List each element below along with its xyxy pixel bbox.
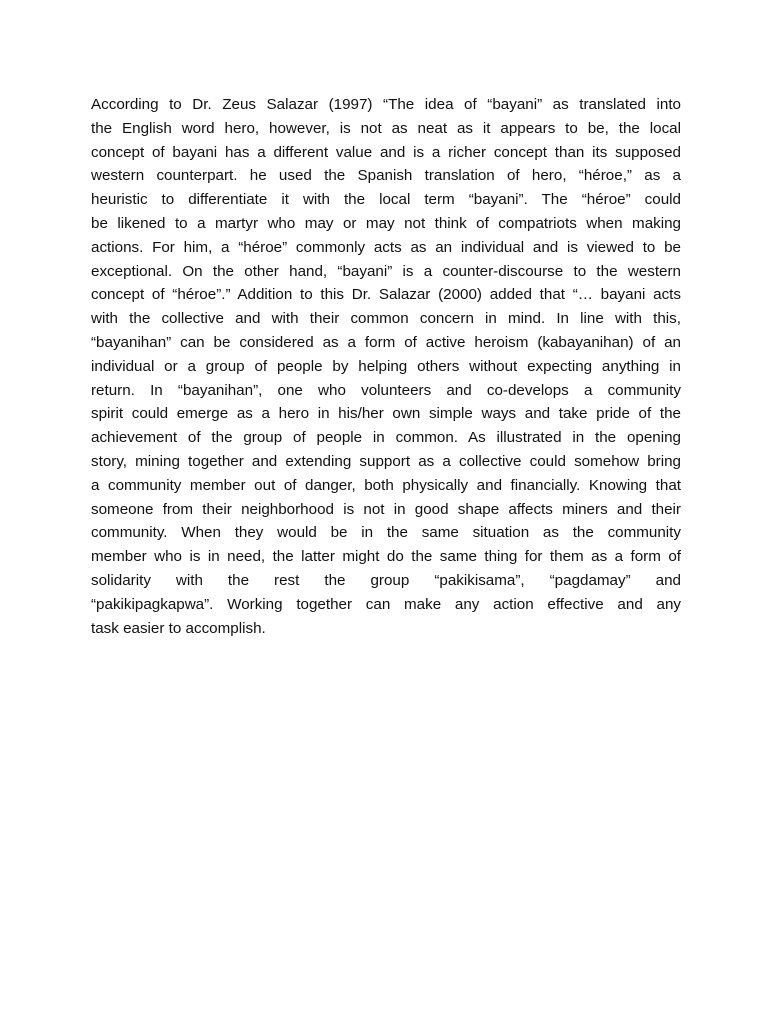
text-line-11: “bayanihan” can be considered as a form of active heroism (kabayanihan) of an (91, 333, 681, 351)
text-line-7: actions. For him, a “héroe” commonly acts as an individual and is viewed to be (91, 238, 681, 256)
text-line-21: solidarity with the rest the group “pakikisama”, “pagdamay” and (91, 571, 681, 589)
text-line-14: spirit could emerge as a hero in his/her own simple ways and take pride of the (91, 405, 681, 423)
text-line-17: a community member out of danger, both physically and financially. Knowing that (91, 476, 681, 494)
text-line-9: concept of “héroe”.” Addition to this Dr. Salazar (2000) added that “… bayani acts (91, 286, 681, 304)
text-line-15: achievement of the group of people in common. As illustrated in the opening (91, 429, 681, 447)
text-line-2: the English word hero, however, is not as neat as it appears to be, the local (91, 119, 681, 137)
text-line-12: individual or a group of people by helping others without expecting anything in (91, 357, 681, 375)
text-line-18: someone from their neighborhood is not in good shape affects miners and their (91, 500, 681, 518)
text-line-22: “pakikipagkapwa”. Working together can make any action effective and any (91, 595, 681, 613)
text-line-20: member who is in need, the latter might do the same thing for them as a form of (91, 548, 681, 566)
text-line-23: task easier to accomplish. (91, 619, 266, 637)
text-line-16: story, mining together and extending support as a collective could somehow bring (91, 452, 681, 470)
text-line-10: with the collective and with their common concern in mind. In line with this, (91, 310, 681, 328)
text-line-1: According to Dr. Zeus Salazar (1997) “The idea of “bayani” as translated into (91, 96, 681, 113)
body-paragraph (91, 93, 681, 640)
text-line-4: western counterpart. he used the Spanish translation of hero, “héroe,” as a (91, 167, 681, 185)
text-line-19: community. When they would be in the same situation as the community (91, 524, 681, 542)
text-line-13: return. In “bayanihan”, one who volunteers and co-develops a community (91, 381, 681, 399)
text-line-8: exceptional. On the other hand, “bayani” is a counter-discourse to the western (91, 262, 681, 280)
text-line-5: heuristic to differentiate it with the local term “bayani”. The “héroe” could (91, 191, 681, 209)
text-line-3: concept of bayani has a different value and is a richer concept than its supposed (91, 143, 681, 161)
text-line-6: be likened to a martyr who may or may not think of compatriots when making (91, 214, 681, 232)
